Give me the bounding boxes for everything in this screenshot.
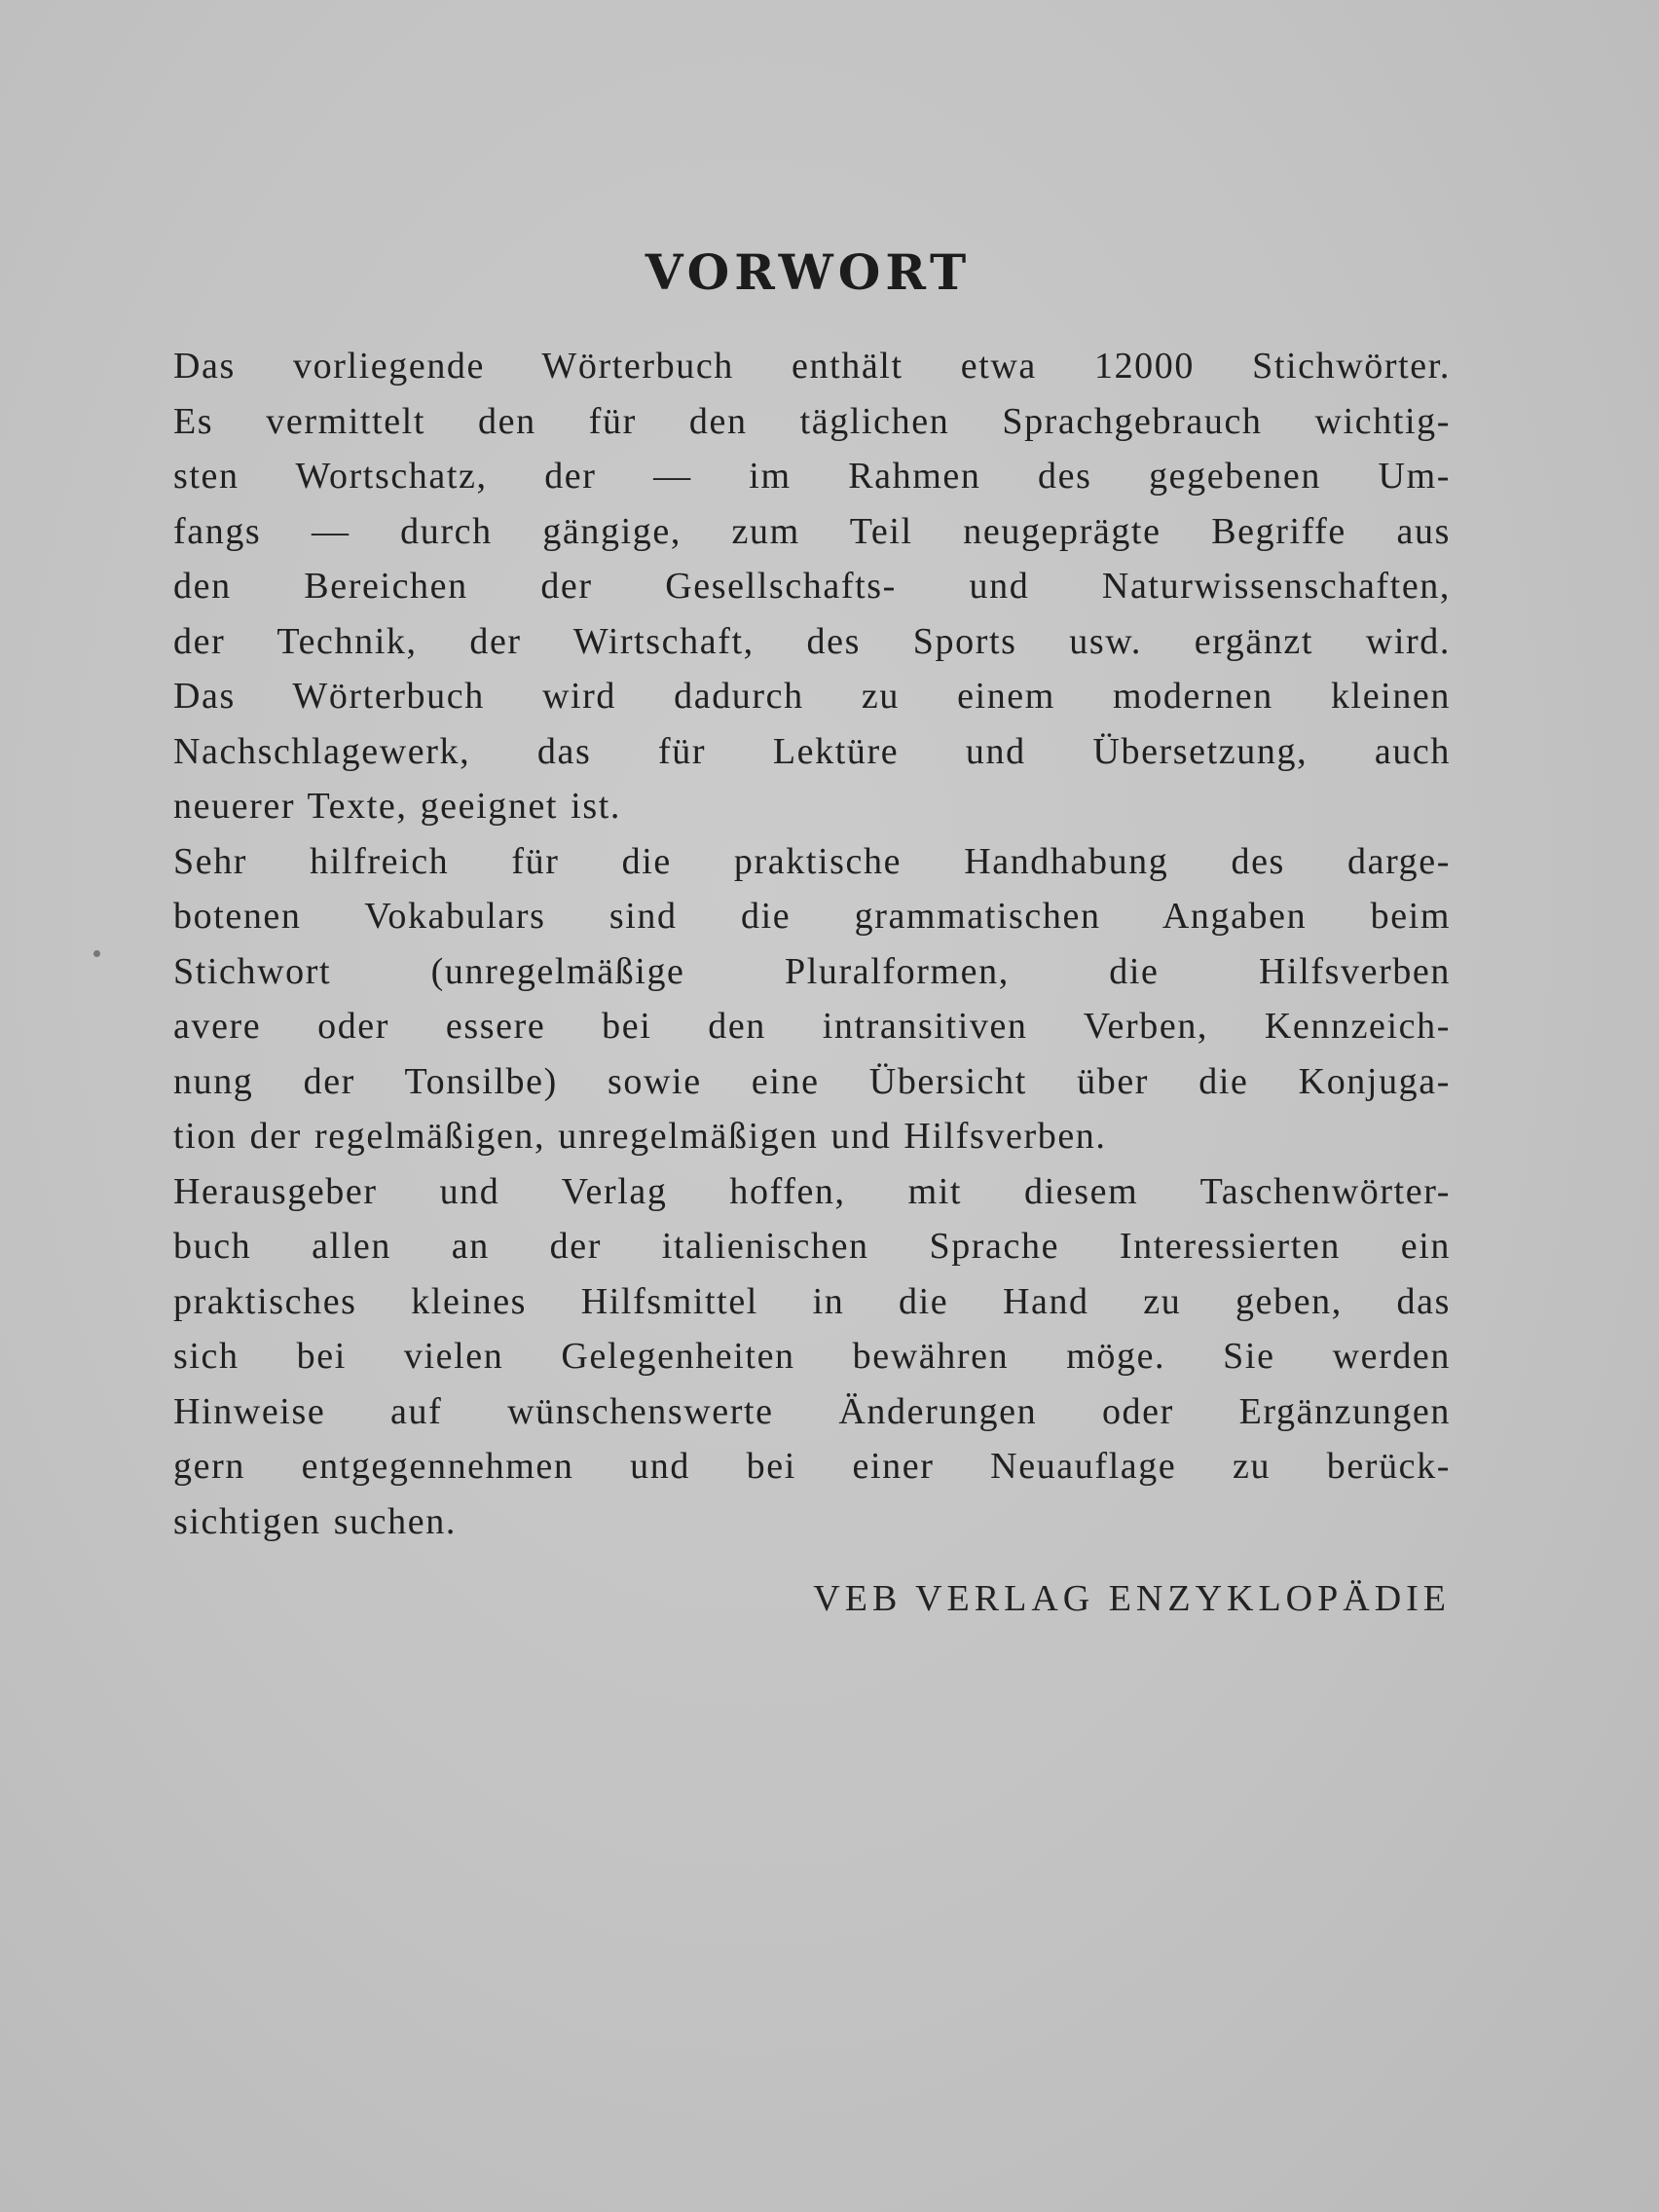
text-line: Herausgeber und Verlag hoffen, mit diesem Taschenwörter-: [173, 1170, 1451, 1212]
text-line: botenen Vokabulars sind die grammatischen Angaben beim: [173, 896, 1451, 937]
text-line: Nachschlagewerk, das für Lektüre und Übersetzung, auch: [173, 730, 1451, 772]
text-line: sich bei vielen Gelegenheiten bewähren möge. Sie werden: [173, 1336, 1451, 1377]
paragraph: [173, 339, 1451, 834]
paragraph: [173, 834, 1451, 1164]
paper-speck: [93, 950, 100, 957]
text-line: avere oder essere bei den intransitiven Verben, Kennzeich-: [173, 1006, 1451, 1047]
text-line: Stichwort (unregelmäßige Pluralformen, die Hilfsverben: [173, 950, 1451, 992]
text-line: Das Wörterbuch wird dadurch zu einem modernen kleinen: [173, 676, 1451, 717]
text-line: gern entgegennehmen und bei einer Neuauflage zu berück-: [173, 1446, 1451, 1487]
text-line: sten Wortschatz, der — im Rahmen des gegebenen Um-: [173, 456, 1451, 497]
preface-body: [173, 339, 1451, 1549]
text-line: sichtigen suchen.: [173, 1500, 457, 1542]
text-line: fangs — durch gängige, zum Teil neugeprägte Begriffe aus: [173, 510, 1451, 552]
text-line: Das vorliegende Wörterbuch enthält etwa 12000 Stichwörter.: [173, 346, 1451, 387]
text-line: Sehr hilfreich für die praktische Handhabung des darge-: [173, 840, 1451, 882]
text-line: der Technik, der Wirtschaft, des Sports usw. ergänzt wird.: [173, 620, 1451, 662]
page-title: VORWORT: [645, 243, 972, 301]
text-line: den Bereichen der Gesellschafts- und Naturwissenschaften,: [173, 566, 1451, 607]
text-line: tion der regelmäßigen, unregelmäßigen und Hilfsverben.: [173, 1116, 1107, 1157]
text-line: Es vermittelt den für den täglichen Sprachgebrauch wichtig-: [173, 400, 1451, 442]
text-line: nung der Tonsilbe) sowie eine Übersicht über die Konjuga-: [173, 1060, 1451, 1102]
text-line: praktisches kleines Hilfsmittel in die Hand zu geben, das: [173, 1280, 1451, 1322]
paragraph: [173, 1164, 1451, 1550]
text-line: Hinweise auf wünschenswerte Änderungen oder Ergänzungen: [173, 1390, 1451, 1432]
publisher-signature: VEB VERLAG ENZYKLOPÄDIE: [813, 1578, 1451, 1619]
text-line: buch allen an der italienischen Sprache Interessierten ein: [173, 1226, 1451, 1267]
text-line: neuerer Texte, geeignet ist.: [173, 786, 621, 827]
